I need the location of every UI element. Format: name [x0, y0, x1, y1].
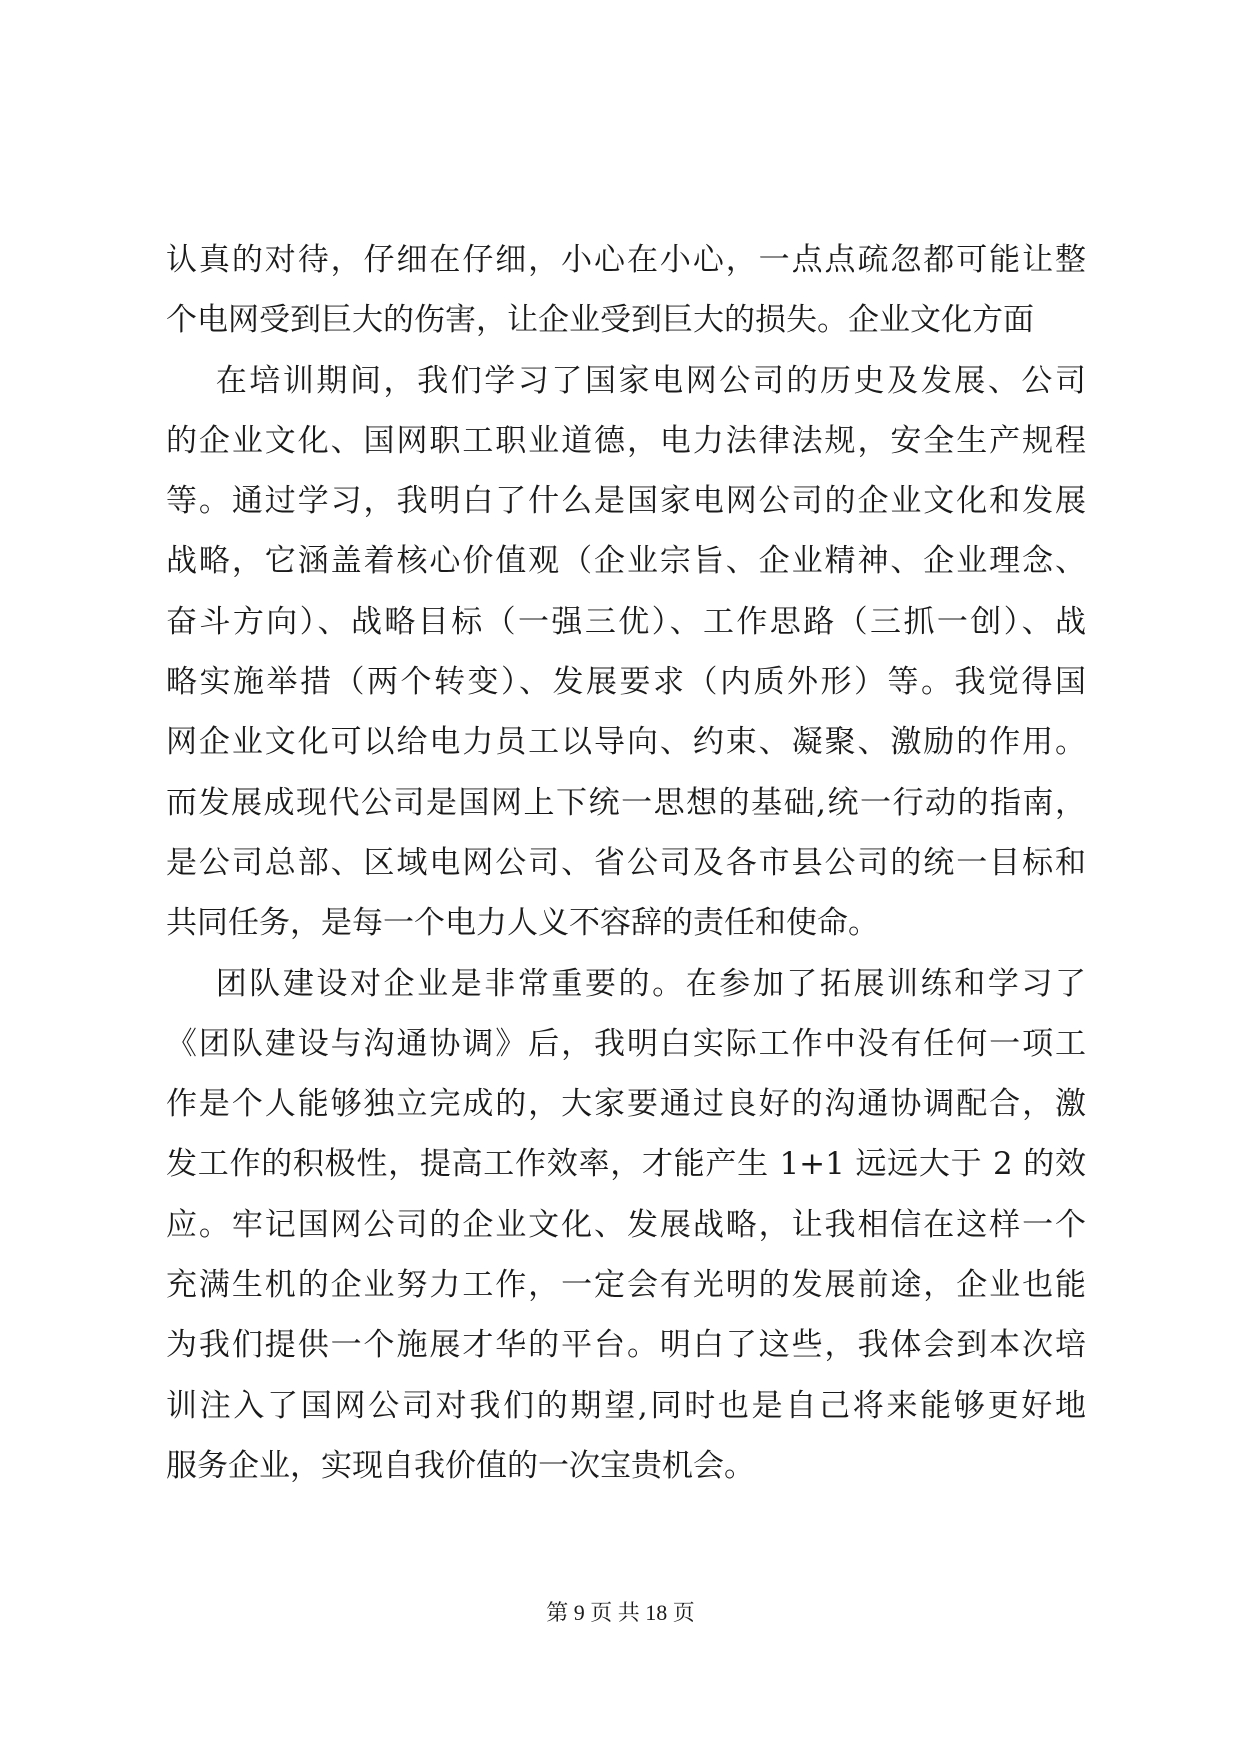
- text-line: 略实施举措（两个转变）、发展要求（内质外形）等。我觉得国: [166, 664, 1086, 701]
- text-line: 的企业文化、国网职工职业道德，电力法律法规，安全生产规程: [166, 422, 1086, 459]
- text-line: 个电网受到巨大的伤害，让企业受到巨大的损失。企业文化方面: [166, 302, 1034, 339]
- text-line: 《团队建设与沟通协调》后，我明白实际工作中没有任何一项工: [166, 1025, 1086, 1062]
- text-line: 等。通过学习，我明白了什么是国家电网公司的企业文化和发展: [166, 483, 1086, 520]
- text-line: 战略，它涵盖着核心价值观（企业宗旨、企业精神、企业理念、: [166, 543, 1086, 580]
- text-line: 发工作的积极性，提高工作效率，才能产生 1+1 远远大于 2 的效: [166, 1146, 1086, 1183]
- text-line: 训注入了国网公司对我们的期望,同时也是自己将来能够更好地: [166, 1387, 1086, 1424]
- text-line: 团队建设对企业是非常重要的。在参加了拓展训练和学习了: [166, 965, 1086, 1002]
- text-line: 应。牢记国网公司的企业文化、发展战略，让我相信在这样一个: [166, 1206, 1086, 1243]
- text-line: 网企业文化可以给电力员工以导向、约束、凝聚、激励的作用。: [166, 724, 1086, 761]
- text-line: 充满生机的企业努力工作，一定会有光明的发展前途，企业也能: [166, 1267, 1086, 1304]
- text-line: 为我们提供一个施展才华的平台。明白了这些，我体会到本次培: [166, 1327, 1086, 1364]
- document-body: [166, 230, 1086, 1496]
- text-line: 是公司总部、区域电网公司、省公司及各市县公司的统一目标和: [166, 844, 1086, 881]
- text-line: 而发展成现代公司是国网上下统一思想的基础,统一行动的指南，: [166, 784, 1086, 821]
- text-line: 共同任务，是每一个电力人义不容辞的责任和使命。: [166, 905, 879, 942]
- text-line: 服务企业，实现自我价值的一次宝贵机会。: [166, 1447, 755, 1484]
- text-line: 认真的对待，仔细在仔细，小心在小心，一点点疏忽都可能让整: [166, 242, 1086, 278]
- text-line: 作是个人能够独立完成的，大家要通过良好的沟通协调配合，激: [166, 1086, 1086, 1123]
- text-line: 奋斗方向）、战略目标（一强三优）、工作思路（三抓一创）、战: [166, 603, 1086, 640]
- text-line: 在培训期间，我们学习了国家电网公司的历史及发展、公司: [166, 362, 1086, 399]
- page-number-footer: 第 9 页 共 18 页: [546, 1600, 695, 1625]
